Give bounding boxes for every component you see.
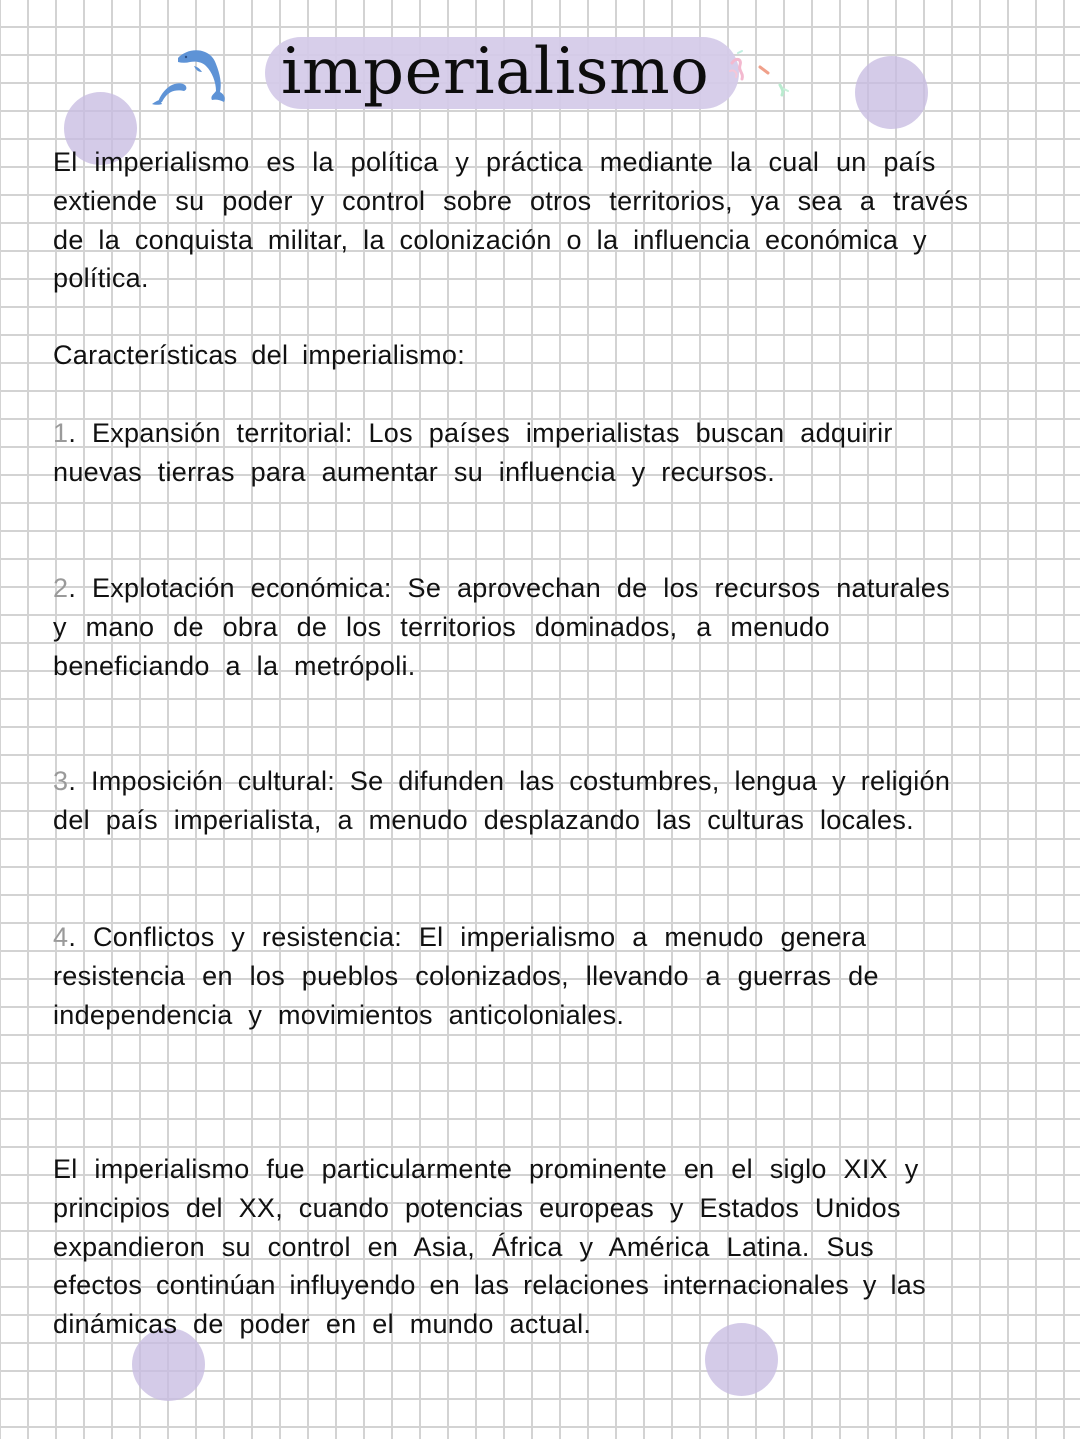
text-line: dinámicas de poder en el mundo actual.	[53, 1309, 592, 1340]
list-number: 1	[53, 418, 69, 448]
decorative-circle-top-right	[855, 56, 928, 129]
text-line: de la conquista militar, la colonización o la influencia económica y	[53, 224, 927, 255]
list-item-text: Explotación económica: Se aprovechan de los recursos naturales	[91, 573, 951, 603]
conclusion-paragraph	[53, 1150, 999, 1344]
list-item	[53, 569, 999, 685]
list-number-separator: .	[68, 766, 77, 796]
list-item-text: independencia y movimientos anticoloniales.	[53, 999, 625, 1030]
list-item	[53, 762, 999, 840]
list-item-text: Expansión territorial: Los países imperialistas buscan adquirir	[91, 418, 893, 448]
sparkle-confetti-icon	[722, 45, 802, 105]
text-line: El imperialismo fue particularmente prominente en el siglo XIX y	[53, 1154, 919, 1184]
heading-text: Características del imperialismo:	[53, 340, 466, 370]
text-line: El imperialismo es la política y práctica mediante la cual un país	[53, 147, 936, 177]
text-line: expandieron su control en Asia, África y América Latina. Sus	[53, 1231, 874, 1262]
text-line: efectos continúan influyendo en las relaciones internacionales y las	[53, 1270, 926, 1301]
list-number-separator: .	[68, 573, 77, 603]
text-line: política.	[53, 263, 149, 294]
list-item-text: y mano de obra de los territorios dominados, a menudo	[53, 611, 830, 642]
list-number: 4	[53, 922, 69, 952]
list-item	[53, 414, 999, 492]
page-title: imperialismo	[281, 35, 710, 109]
characteristics-heading	[53, 336, 999, 375]
list-number-separator: .	[68, 922, 77, 952]
list-item	[53, 918, 999, 1034]
list-item-text: nuevas tierras para aumentar su influencia y recursos.	[53, 456, 776, 487]
text-line: extiende su poder y control sobre otros territorios, ya sea a través	[53, 185, 969, 216]
intro-paragraph	[53, 143, 999, 298]
list-number-separator: .	[68, 418, 77, 448]
list-item-text: resistencia en los pueblos colonizados, llevando a guerras de	[53, 960, 879, 991]
text-line: principios del XX, cuando potencias europeas y Estados Unidos	[53, 1192, 901, 1223]
list-number: 2	[53, 573, 69, 603]
list-item-text: beneficiando a la metrópoli.	[53, 650, 416, 681]
list-number: 3	[53, 766, 69, 796]
list-item-text: Imposición cultural: Se difunden las costumbres, lengua y religión	[90, 766, 951, 796]
list-item-text: Conflictos y resistencia: El imperialismo a menudo genera	[92, 922, 867, 952]
list-item-text: del país imperialista, a menudo desplazando las culturas locales.	[53, 804, 914, 835]
dolphins-icon	[150, 44, 230, 106]
